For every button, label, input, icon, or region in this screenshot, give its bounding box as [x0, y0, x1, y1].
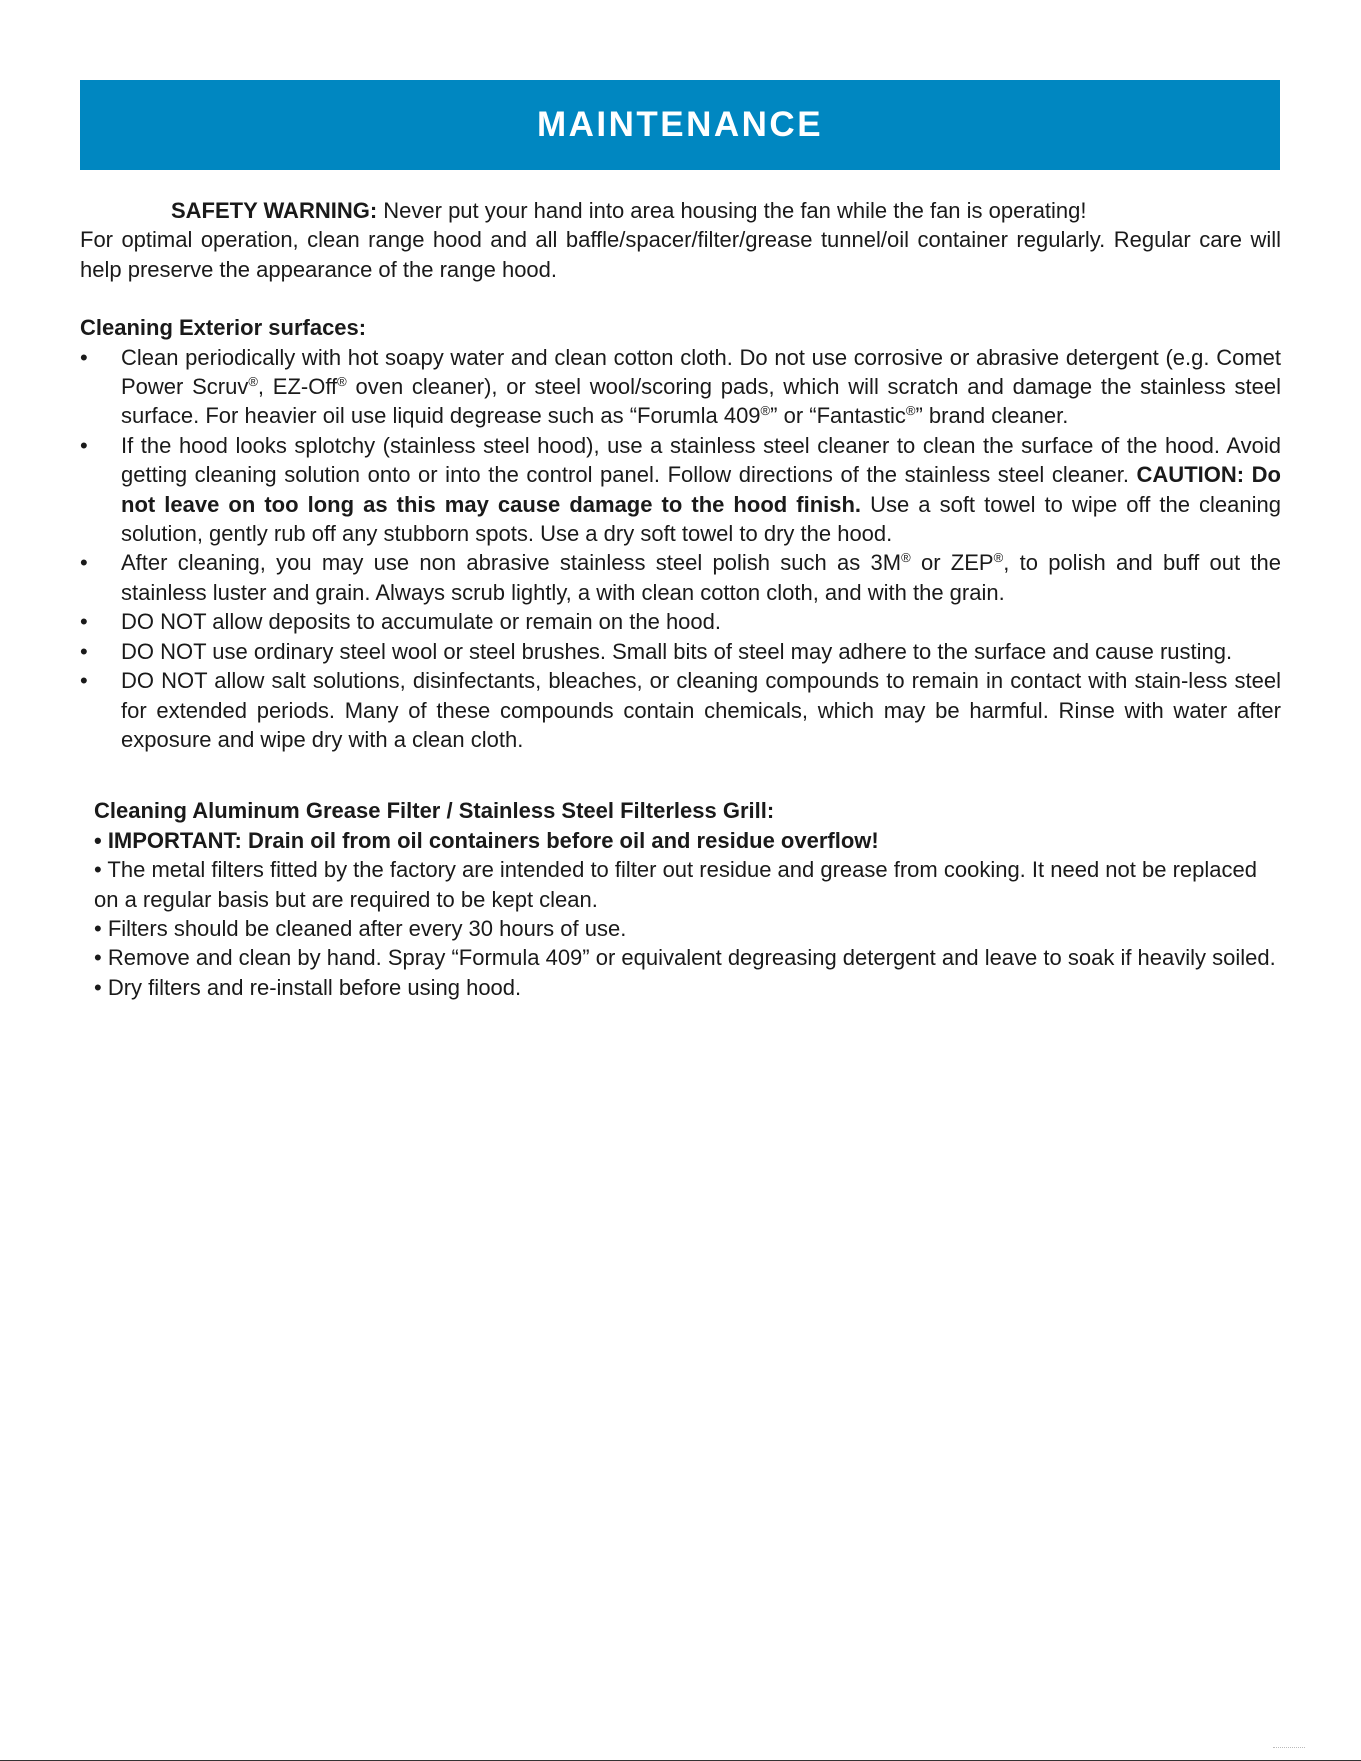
exterior-section-title: Cleaning Exterior surfaces:	[80, 315, 367, 341]
list-item: • Filters should be cleaned after every 30 hours of use.	[94, 915, 627, 941]
bullet-icon: •	[80, 638, 88, 664]
list-item: • DO NOT allow salt solutions, disinfectants, bleaches, or cleaning compounds to remain in contact with stain-less steel for extended periods. Many of these compounds contain chemicals, which may be harmful. Rinse with water after exposure and wipe dry with a clean cloth.	[80, 668, 1281, 752]
intro-paragraph: For optimal operation, clean range hood and all baffle/spacer/filter/grease tunnel/oil container regularly. Regular care will help preserve the appearance of the range hood.	[80, 227, 1281, 282]
page-title: MAINTENANCE	[536, 105, 824, 144]
bullet-icon: •	[80, 609, 88, 635]
safety-warning	[80, 196, 1281, 225]
filter-section-title: Cleaning Aluminum Grease Filter / Stainless Steel Filterless Grill:	[94, 798, 775, 824]
important-notice: • IMPORTANT: Drain oil from oil containers before oil and residue overflow!	[94, 827, 879, 853]
list-item: • If the hood looks splotchy (stainless steel hood), use a stainless steel cleaner to clean the surface of the hood. Avoid getting cleaning solution onto or into the control panel. Follow directions of the stainless steel cleaner. CAUTION: Do not leave on too long as this may cause damage to the hood finish. Use a soft towel to wipe off the cleaning solution, gently rub off any stubborn spots. Use a dry soft towel to dry the hood.	[80, 432, 1281, 547]
list-item: • Dry filters and re-install before using hood.	[94, 974, 522, 1000]
safety-warning-label: SAFETY WARNING:	[171, 198, 378, 223]
bullet-icon: •	[80, 432, 88, 458]
list-item: • After cleaning, you may use non abrasive stainless steel polish such as 3M® or ZEP®, to polish and buff out the stainless luster and grain. Always scrub lightly, a with clean cotton cloth, and with the grain.	[80, 550, 1281, 605]
exterior-bullet-list	[80, 343, 1281, 755]
header-bar	[80, 80, 1280, 170]
bullet-icon: •	[80, 550, 88, 576]
list-item: • Clean periodically with hot soapy water and clean cotton cloth. Do not use corrosive or abrasive detergent (e.g. Comet Power Scruv®, EZ-Off® oven cleaner), or steel wool/scoring pads, which will scratch and damage the stainless steel surface. For heavier oil use liquid degrease such as “Forumla 409®” or “Fantastic®” brand cleaner.	[80, 344, 1281, 429]
caution-text: CAUTION: Do not leave on too long as this may cause damage to the hood finish.	[121, 462, 1281, 517]
filter-section	[80, 796, 1281, 1002]
bullet-icon: •	[80, 668, 88, 694]
list-item: • Remove and clean by hand. Spray “Formula 409” or equivalent degreasing detergent and leave to soak if heavily soiled.	[94, 945, 1276, 971]
safety-warning-text: Never put your hand into area housing the fan while the fan is operating!	[377, 198, 1087, 223]
list-item: • DO NOT allow deposits to accumulate or remain on the hood.	[80, 607, 1281, 636]
list-item: • The metal filters fitted by the factory are intended to filter out residue and grease from cooking. It need not be replaced on a regular basis but are required to be kept clean.	[94, 857, 1257, 912]
list-item: • DO NOT use ordinary steel wool or steel brushes. Small bits of steel may adhere to the surface and cause rusting.	[80, 637, 1281, 666]
corner-mark	[1273, 1747, 1305, 1751]
bullet-icon: •	[80, 344, 88, 370]
content	[80, 196, 1281, 1002]
